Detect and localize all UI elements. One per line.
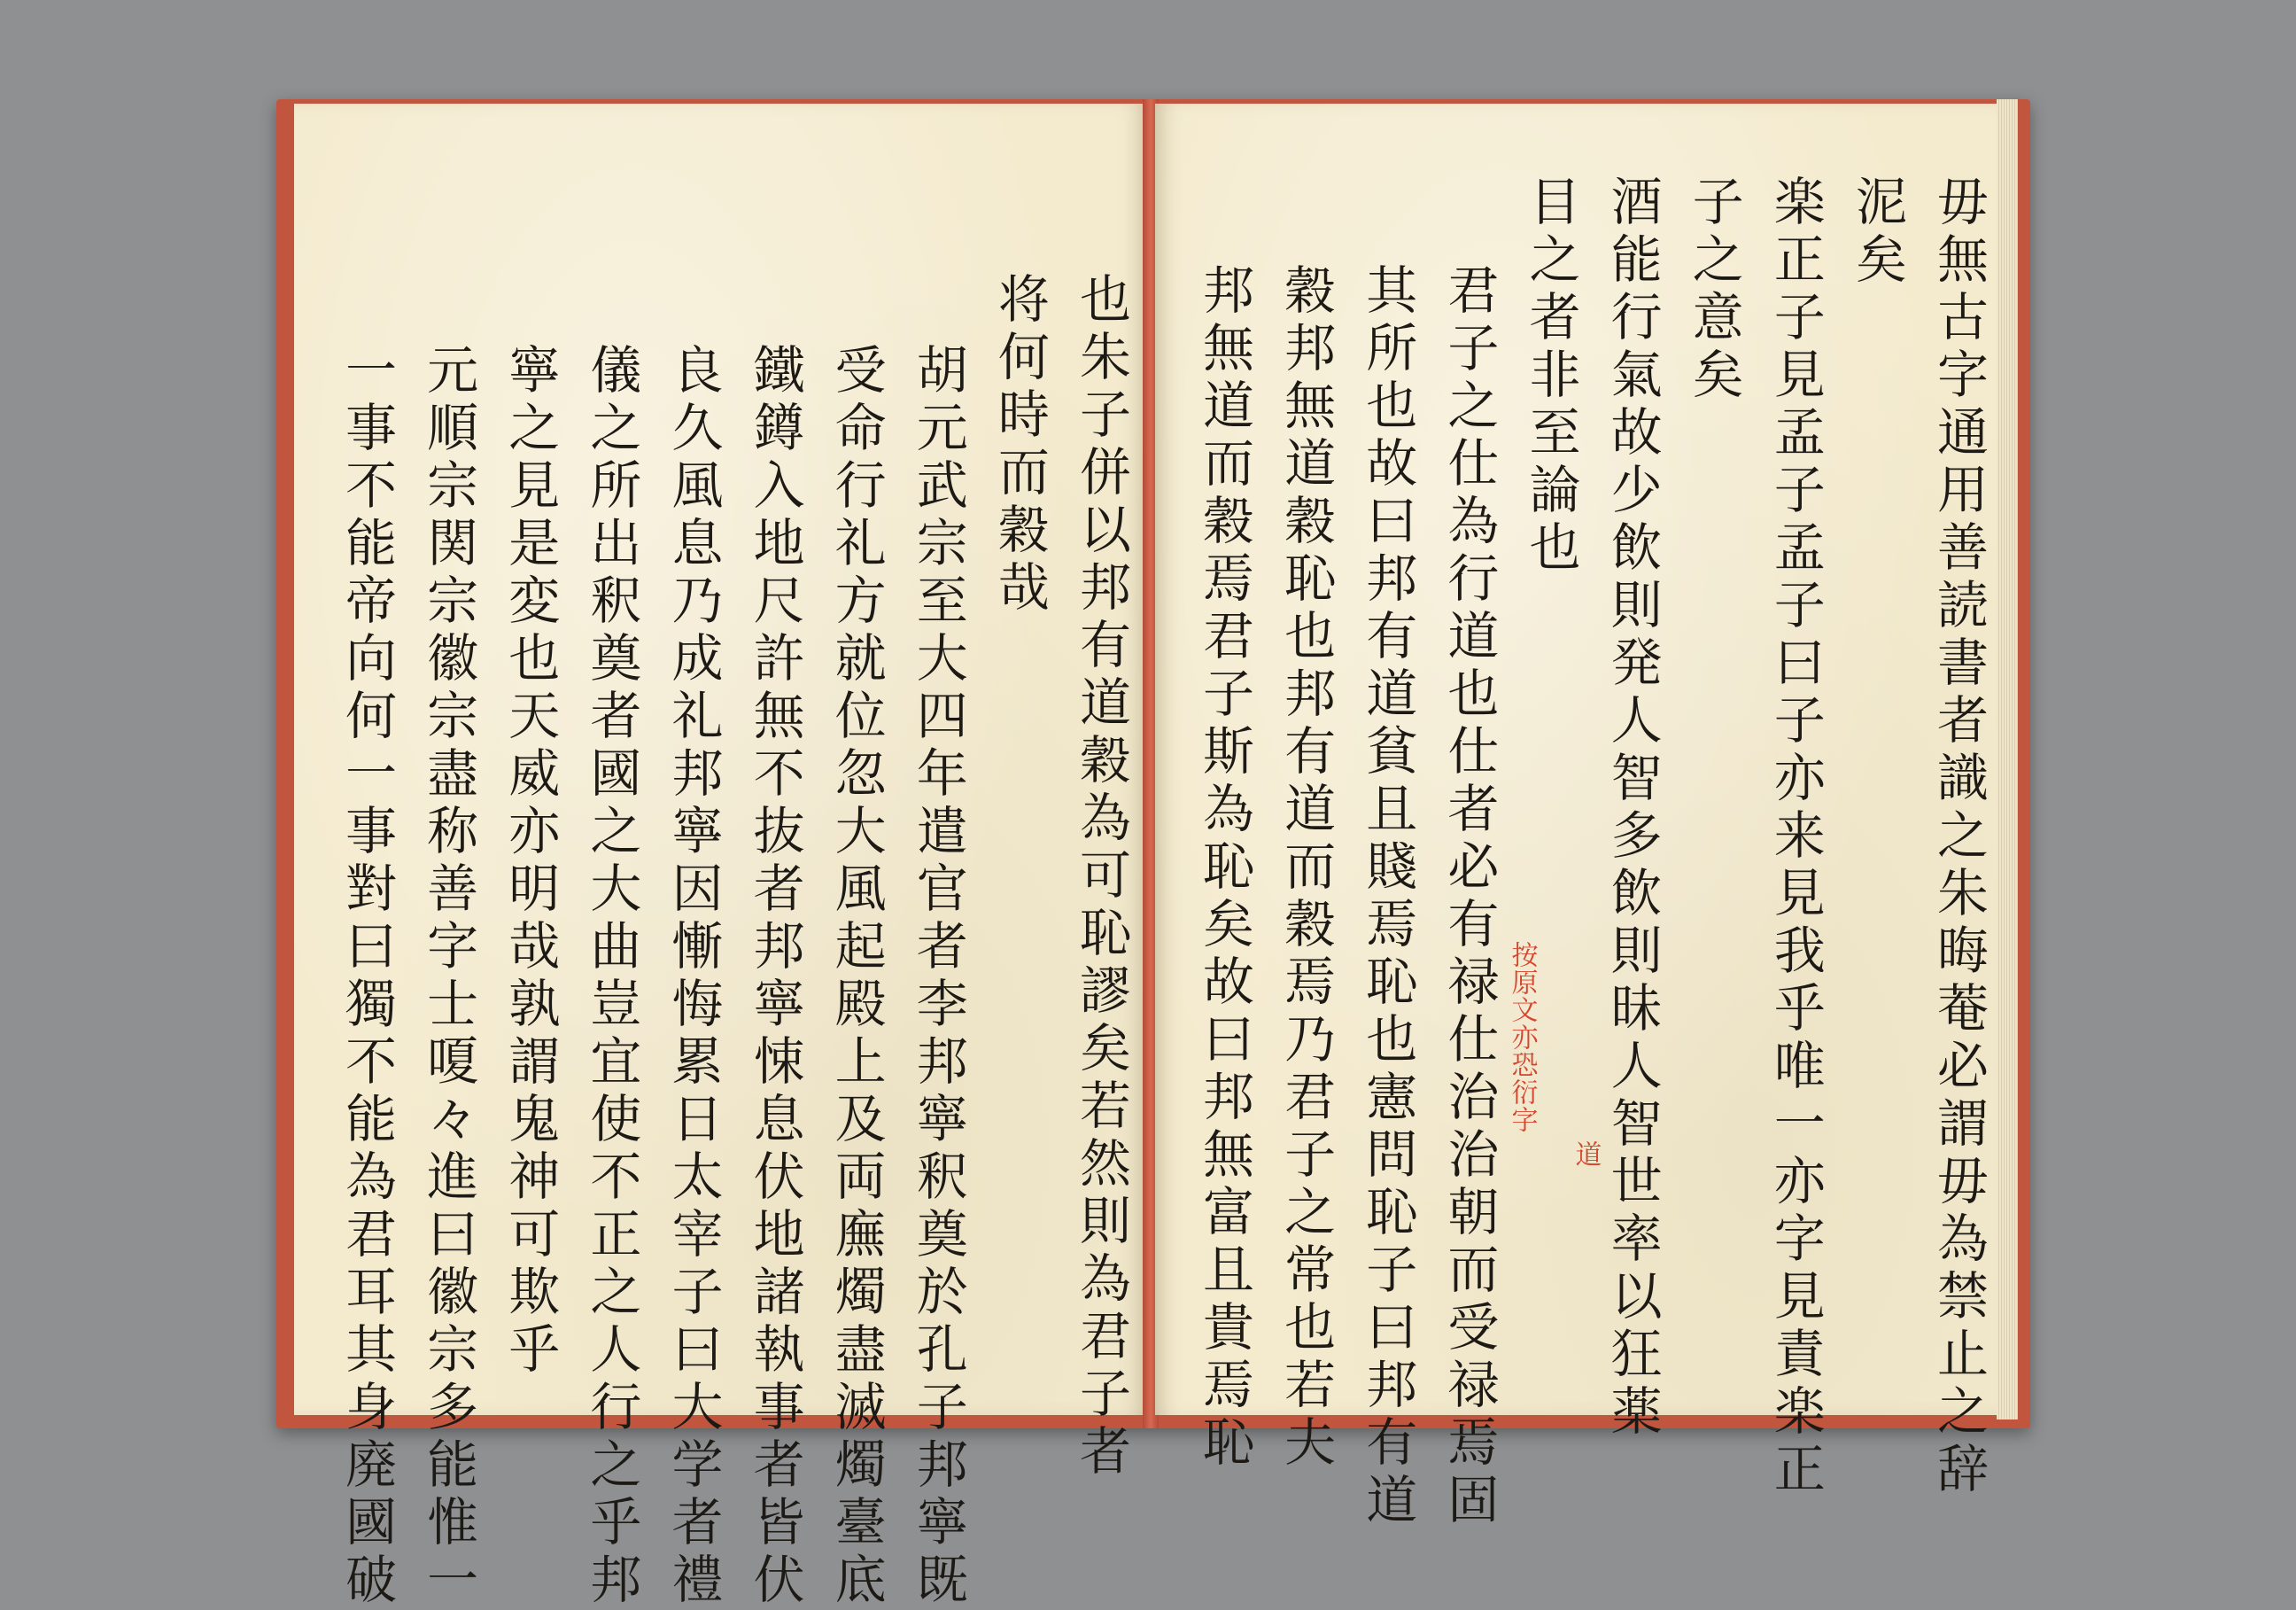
open-book: [276, 99, 2030, 1610]
margin-note-red: 按原文亦恐衍字: [1506, 941, 1538, 1133]
right-col-9: 穀邦無道穀恥也邦有道而穀焉乃君子之常也若夫: [1276, 263, 1337, 1473]
left-page: [294, 104, 1146, 1610]
left-page-text: [337, 104, 1131, 1610]
left-col-9: 元順宗関宗徽宗盡称善字士嗄々進曰徽宗多能惟一: [418, 343, 479, 1610]
right-col-6: 目之者非至論也: [1520, 175, 1581, 578]
right-col-5: 酒能行氣故少飲則発人智多飲則昧人智世率以狂薬: [1602, 175, 1663, 1442]
page-edges: [1997, 99, 2018, 1419]
right-col-3: 楽正子見孟子孟子曰子亦来見我乎唯一亦字見責楽正: [1765, 175, 1826, 1499]
right-col-1: 毋無古字通用善読書者識之朱晦菴必謂毋為禁止之辞: [1928, 175, 1989, 1499]
left-col-6: 良久風息乃成礼邦寧因慚悔累日太宰子曰大学者禮: [663, 343, 724, 1610]
left-col-7: 儀之所出釈奠者國之大曲豈宜使不正之人行之乎邦: [581, 343, 642, 1610]
left-col-4: 受命行礼方就位忽大風起殿上及両廡燭盡滅燭臺底: [826, 343, 887, 1610]
right-col-4: 子之意矣: [1683, 175, 1744, 405]
left-col-3: 胡元武宗至大四年遣官者李邦寧釈奠於孔子邦寧既: [907, 343, 968, 1610]
left-col-5: 鐵鐏入地尺許無不抜者邦寧悚息伏地諸執事者皆伏: [744, 343, 805, 1610]
right-page-text: [1194, 104, 1989, 1530]
right-col-2: 泥矣: [1846, 175, 1907, 290]
right-page: [1155, 104, 2013, 1530]
left-col-8: 寧之見是変也天威亦明哉孰謂鬼神可欺乎: [500, 343, 561, 1380]
right-col-8: 其所也故曰邦有道貧且賤焉恥也憲問恥子曰邦有道: [1357, 263, 1418, 1530]
left-col-1: 也朱子併以邦有道穀為可恥謬矣若然則為君子者: [1071, 272, 1131, 1482]
left-col-2: 将何時而穀哉: [989, 272, 1050, 618]
right-col-7: 君子之仕為行道也仕者必有禄仕治治朝而受禄焉固: [1439, 263, 1500, 1530]
left-col-10: 一事不能帝向何一事對曰獨不能為君耳其身廃國破: [337, 343, 398, 1610]
margin-note-red-2: 道: [1570, 1140, 1602, 1168]
right-col-10: 邦無道而穀焉君子斯為恥矣故曰邦無富且貴焉恥: [1194, 263, 1255, 1473]
